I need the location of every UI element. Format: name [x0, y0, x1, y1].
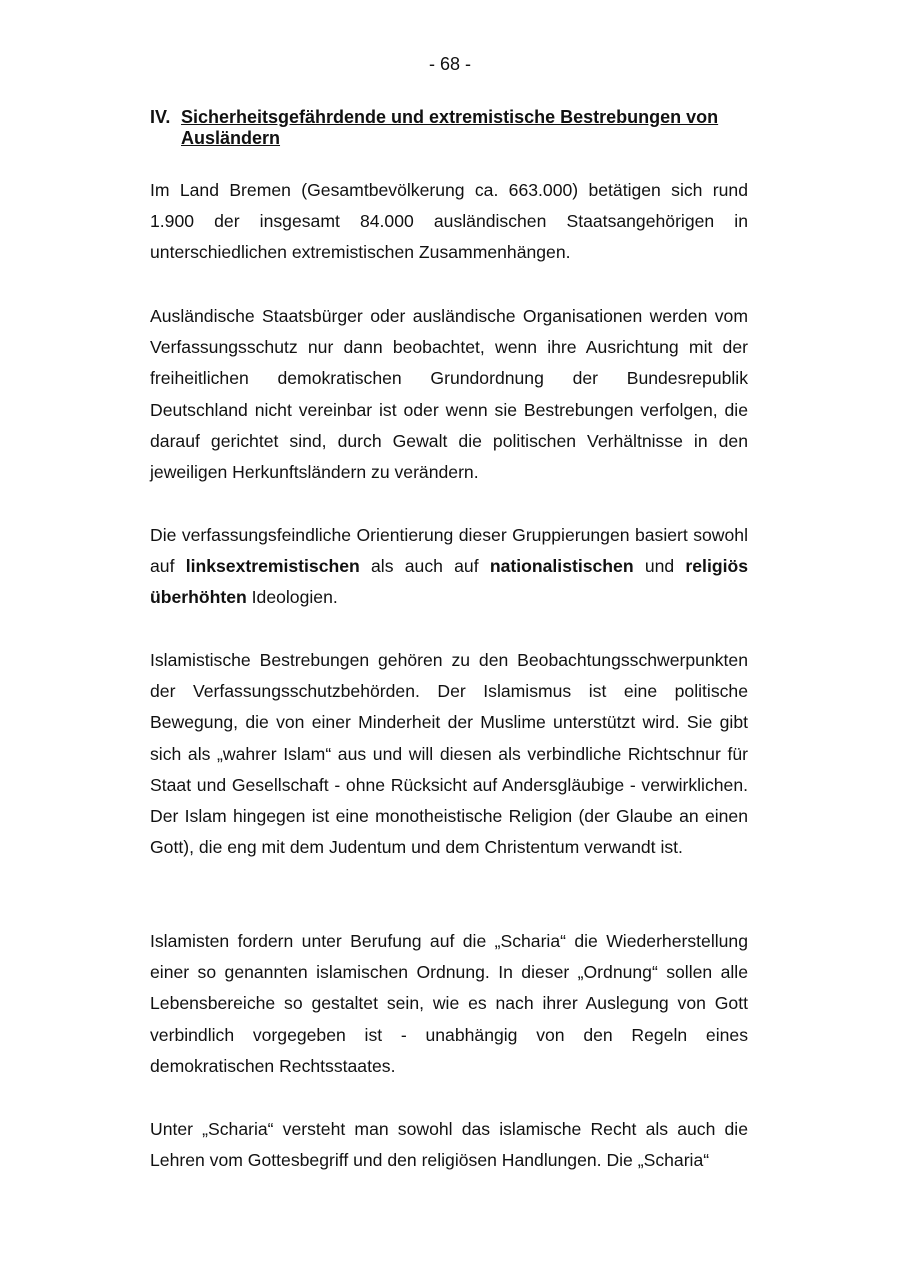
- paragraph-4: Islamistische Bestrebungen gehören zu den Beobachtungsschwerpunkten der Verfassungsschutzbehörden. Der Islamismus ist eine politische Bewegung, die von einer Minderheit der Muslime unterstützt wird. Sie gibt sich als „wahrer Islam“ aus und will diesen als verbindliche Richtschnur für Staat und Gesellschaft - ohne Rücksicht auf Andersgläubige - verwirklichen. Der Islam hingegen ist eine monotheistische Religion (der Glaube an einen Gott), die eng mit dem Judentum und dem Christentum verwandt ist.: [150, 650, 748, 858]
- paragraph-3-text-4: Ideologien.: [246, 587, 338, 608]
- term-religioes-ueberhoehten: religiös überhöhten: [150, 556, 748, 608]
- paragraph-1: Im Land Bremen (Gesamtbevölkerung ca. 663.000) betätigen sich rund 1.900 der insgesamt 84.000 ausländischen Staatsangehörigen in unterschiedlichen extremistischen Zusammenhängen.: [150, 180, 748, 263]
- paragraph-3-text-2: als auch auf: [359, 556, 490, 577]
- paragraph-3: [150, 520, 748, 614]
- term-nationalistischen: nationalistischen: [489, 556, 634, 577]
- paragraph-6: Unter „Scharia“ versteht man sowohl das islamische Recht als auch die Lehren vom Gottesbegriff und den religiösen Handlungen. Die „Scharia“: [150, 1119, 748, 1171]
- section-heading: [150, 107, 750, 149]
- paragraph-3-text-1: Die verfassungsfeindliche Orientierung dieser Gruppierungen basiert sowohl auf: [150, 525, 748, 577]
- paragraph-2: Ausländische Staatsbürger oder ausländische Organisationen werden vom Verfassungsschutz nur dann beobachtet, wenn ihre Ausrichtung mit der freiheitlichen demokratischen Grundordnung der Bundesrepublik Deutschland nicht vereinbar ist oder wenn sie Bestrebungen verfolgen, die darauf gerichtet sind, durch Gewalt die politischen Verhältnisse in den jeweiligen Herkunftsländern zu verändern.: [150, 306, 748, 483]
- paragraph-3-text-3: und: [633, 556, 686, 577]
- section-title: Sicherheitsgefährdende und extremistische Bestrebungen von Ausländern: [181, 107, 719, 148]
- section-number: IV.: [150, 107, 171, 127]
- paragraph-5: Islamisten fordern unter Berufung auf die „Scharia“ die Wiederherstellung einer so genannten islamischen Ordnung. In dieser „Ordnung“ sollen alle Lebensbereiche so gestaltet sein, wie es nach ihrer Auslegung von Gott verbindlich vorgegeben ist - unabhängig von den Regeln eines demokratischen Rechtsstaates.: [150, 931, 748, 1076]
- page-number: - 68 -: [428, 54, 471, 74]
- term-linksextremistischen: linksextremistischen: [185, 556, 360, 577]
